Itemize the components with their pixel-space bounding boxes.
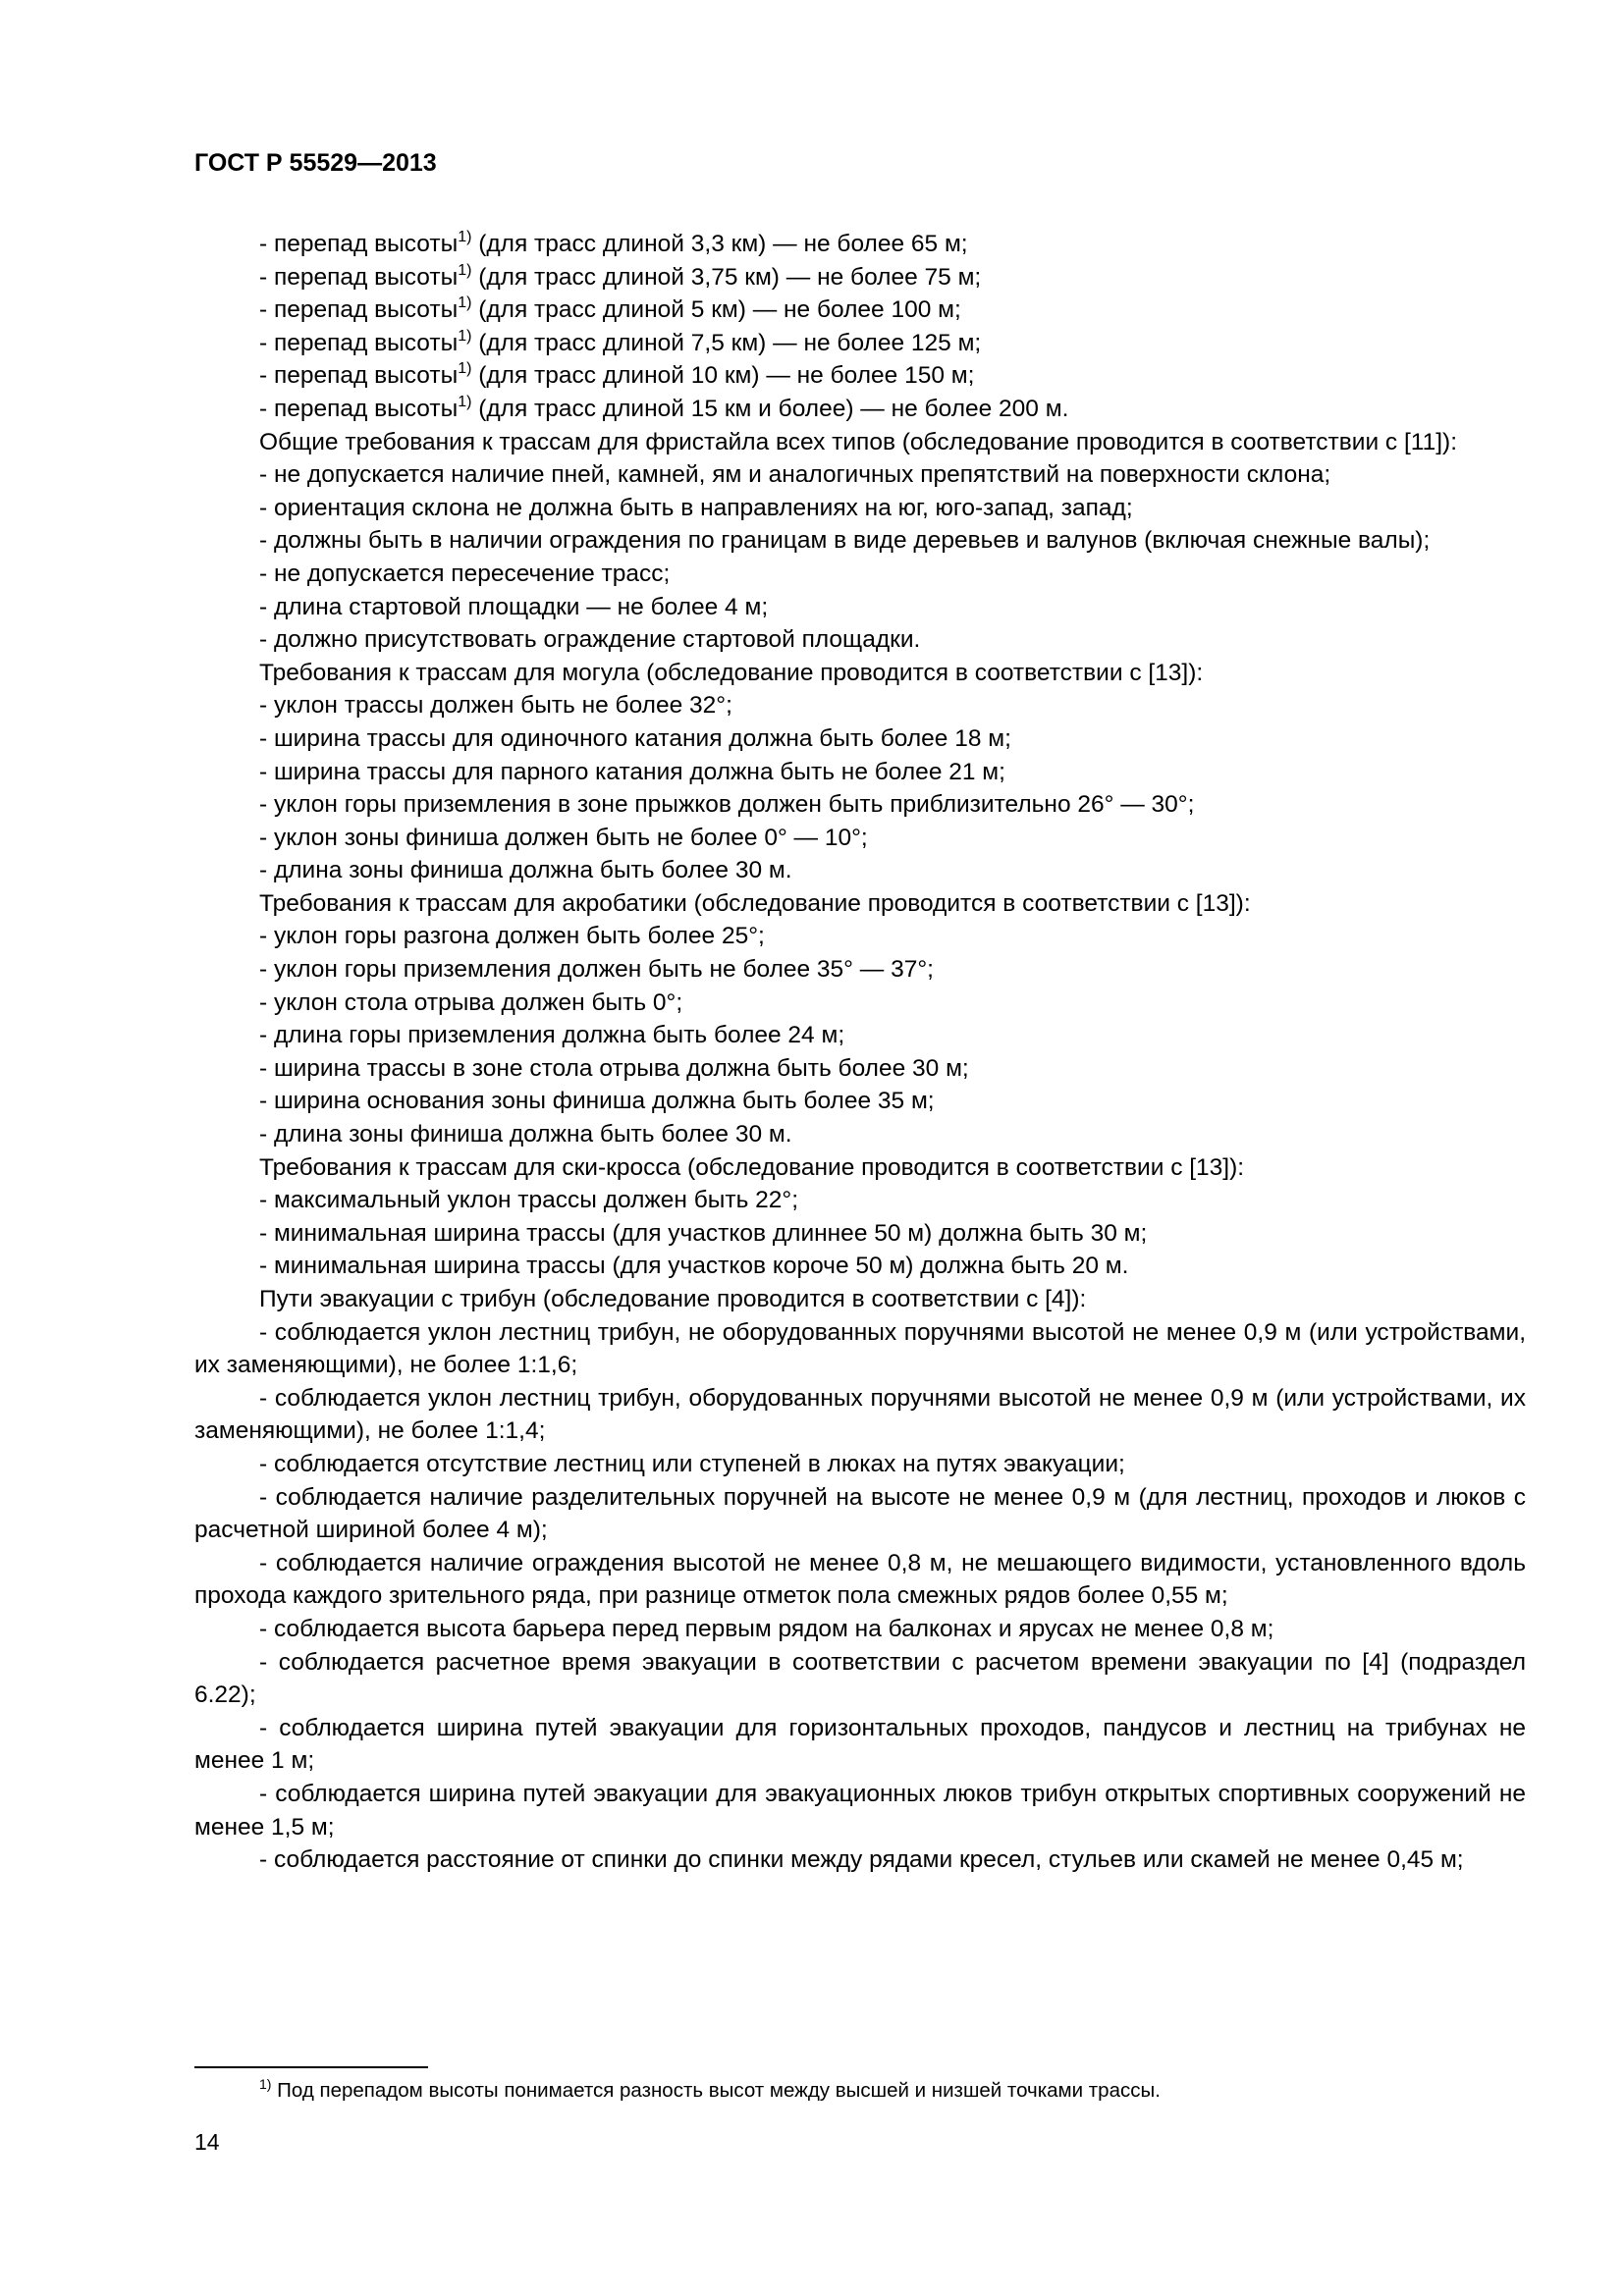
paragraph-text: - ориентация склона не должна быть в направлениях на юг, юго-запад, запад;: [259, 494, 1133, 521]
paragraph: [194, 1843, 1526, 1877]
paragraph-text: - уклон трассы должен быть не более 32°;: [259, 692, 732, 720]
footnote-ref: 1): [458, 294, 472, 312]
footnote-mark: 1): [259, 2076, 272, 2092]
paragraph: [194, 1217, 1526, 1251]
paragraph-text: - минимальная ширина трассы (для участков длиннее 50 м) должна быть 30 м;: [259, 1219, 1148, 1247]
paragraph-text: (для трасс длиной 5 км) — не более 100 м;: [471, 296, 961, 324]
paragraph: [194, 722, 1526, 756]
document-body: [194, 228, 1526, 1877]
paragraph: [194, 228, 1526, 261]
paragraph: [194, 1382, 1526, 1448]
paragraph: [194, 558, 1526, 591]
footnote-ref: 1): [458, 229, 472, 245]
paragraph-text: - минимальная ширина трассы (для участков короче 50 м) должна быть 20 м.: [259, 1253, 1129, 1280]
footnote-ref: 1): [458, 360, 472, 378]
paragraph: [194, 458, 1526, 492]
paragraph-text: - перепад высоты: [259, 362, 459, 390]
paragraph: [194, 887, 1526, 921]
paragraph-text: - ширина трассы в зоне стола отрыва должна быть более 30 м;: [259, 1054, 969, 1082]
paragraph-text: - соблюдается уклон лестниц трибун, оборудованных поручнями высотой не менее 0,9 м (или устройствами, их заменяющими), не более 1:1,4;: [194, 1384, 1526, 1445]
paragraph: [194, 689, 1526, 722]
paragraph-text: - соблюдается ширина путей эвакуации для горизонтальных проходов, пандусов и лестниц на трибунах не менее 1 м;: [194, 1714, 1526, 1775]
paragraph-text: - соблюдается уклон лестниц трибун, не оборудованных поручнями высотой не менее 0,9 м (или устройствами, их заменяющими), не более 1:1,6;: [194, 1318, 1526, 1379]
paragraph: [194, 920, 1526, 953]
paragraph: [194, 1481, 1526, 1547]
paragraph-text: - ширина основания зоны финиша должна быть более 35 м;: [259, 1088, 935, 1115]
paragraph-text: - должно присутствовать ограждение стартовой площадки.: [259, 626, 921, 654]
paragraph: [194, 953, 1526, 987]
paragraph-text: (для трасс длиной 15 км и более) — не более 200 м.: [471, 395, 1069, 422]
paragraph: [194, 1712, 1526, 1778]
paragraph: [194, 1646, 1526, 1712]
paragraph-text: Общие требования к трассам для фристайла всех типов (обследование проводится в соответствии с [11]):: [259, 428, 1457, 455]
paragraph: [194, 788, 1526, 822]
paragraph-text: - уклон стола отрыва должен быть 0°;: [259, 988, 683, 1016]
paragraph-text: Требования к трассам для могула (обследование проводится в соответствии с [13]):: [259, 659, 1204, 686]
paragraph: [194, 1085, 1526, 1118]
paragraph-text: - длина зоны финиша должна быть более 30 м.: [259, 857, 792, 884]
footnote-ref: 1): [458, 261, 472, 279]
paragraph: [194, 1118, 1526, 1151]
paragraph-text: Требования к трассам для акробатики (обследование проводится в соответствии с [13]):: [259, 889, 1251, 917]
paragraph-text: (для трасс длиной 3,75 км) — не более 75 м;: [471, 263, 982, 291]
paragraph-text: - соблюдается высота барьера перед первым рядом на балконах и ярусах не менее 0,8 м;: [259, 1615, 1274, 1642]
paragraph: [194, 261, 1526, 294]
paragraph-text: - соблюдается наличие ограждения высотой не менее 0,8 м, не мешающего видимости, установленного вдоль прохода каждого зрительного ряда, при разнице отметок пола смежных рядов более 0,55 м;: [194, 1549, 1526, 1610]
paragraph: [194, 987, 1526, 1020]
paragraph: [194, 393, 1526, 426]
paragraph-text: - длина горы приземления должна быть более 24 м;: [259, 1022, 845, 1049]
paragraph: [194, 854, 1526, 887]
paragraph: [194, 1547, 1526, 1613]
paragraph: [194, 359, 1526, 393]
paragraph-text: - уклон горы приземления должен быть не более 35° — 37°;: [259, 956, 934, 984]
paragraph-text: - соблюдается наличие разделительных поручней на высоте не менее 0,9 м (для лестниц, проходов и люков с расчетной шириной более 4 м);: [194, 1483, 1526, 1544]
paragraph-text: - соблюдается ширина путей эвакуации для эвакуационных люков трибун открытых спортивных сооружений не менее 1,5 м;: [194, 1780, 1526, 1841]
paragraph: [194, 1316, 1526, 1382]
page-number: 14: [194, 2129, 220, 2155]
paragraph: [194, 1184, 1526, 1217]
paragraph: [194, 1613, 1526, 1646]
paragraph-text: - уклон горы приземления в зоне прыжков должен быть приблизительно 26° — 30°;: [259, 791, 1195, 819]
paragraph: [194, 1778, 1526, 1843]
paragraph: [194, 1151, 1526, 1185]
paragraph-text: - уклон горы разгона должен быть более 25°;: [259, 923, 765, 950]
footnote-separator: [194, 2066, 428, 2068]
paragraph-text: (для трасс длиной 3,3 км) — не более 65 м;: [471, 231, 968, 257]
paragraph-text: Требования к трассам для ски-кросса (обследование проводится в соответствии с [13]):: [259, 1153, 1245, 1181]
paragraph-text: - не допускается наличие пней, камней, ям и аналогичных препятствий на поверхности склона;: [259, 461, 1331, 489]
paragraph: [194, 1283, 1526, 1316]
paragraph-text: - не допускается пересечение трасс;: [259, 560, 671, 587]
paragraph-text: - перепад высоты: [259, 296, 459, 324]
paragraph: [194, 822, 1526, 855]
paragraph-text: - уклон зоны финиша должен быть не более 0° — 10°;: [259, 824, 868, 851]
paragraph-text: - ширина трассы для парного катания должна быть не более 21 м;: [259, 758, 1005, 785]
paragraph: [194, 426, 1526, 459]
paragraph-text: (для трасс длиной 10 км) — не более 150 м;: [471, 362, 975, 390]
paragraph: [194, 294, 1526, 327]
paragraph-text: - соблюдается расстояние от спинки до спинки между рядами кресел, стульев или скамей не менее 0,45 м;: [259, 1846, 1464, 1874]
paragraph: [194, 756, 1526, 789]
footnote-ref: 1): [458, 393, 472, 410]
footnote: [259, 2076, 1161, 2103]
document-header: ГОСТ Р 55529—2013: [194, 149, 437, 177]
paragraph: [194, 524, 1526, 558]
paragraph-text: Пути эвакуации с трибун (обследование проводится в соответствии с [4]):: [259, 1286, 1087, 1312]
footnote-text: Под перепадом высоты понимается разность высот между высшей и низшей точками трассы.: [271, 2079, 1161, 2102]
paragraph: [194, 492, 1526, 525]
paragraph: [194, 1019, 1526, 1052]
footnote-ref: 1): [458, 327, 472, 345]
paragraph-text: - перепад высоты: [259, 231, 459, 257]
paragraph: [194, 591, 1526, 624]
paragraph-text: - перепад высоты: [259, 329, 459, 356]
paragraph-text: - должны быть в наличии ограждения по границам в виде деревьев и валунов (включая снежные валы);: [259, 527, 1431, 555]
paragraph-text: - соблюдается расчетное время эвакуации в соответствии с расчетом времени эвакуации по [4] (подраздел 6.22);: [194, 1648, 1526, 1709]
paragraph: [194, 1448, 1526, 1481]
paragraph-text: - длина стартовой площадки — не более 4 м;: [259, 593, 769, 620]
paragraph-text: (для трасс длиной 7,5 км) — не более 125 м;: [471, 329, 982, 356]
paragraph-text: - перепад высоты: [259, 395, 459, 422]
paragraph-text: - ширина трассы для одиночного катания должна быть более 18 м;: [259, 724, 1011, 752]
paragraph: [194, 623, 1526, 657]
paragraph-text: - соблюдается отсутствие лестниц или ступеней в люках на путях эвакуации;: [259, 1450, 1125, 1477]
paragraph-text: - длина зоны финиша должна быть более 30 м.: [259, 1121, 792, 1148]
paragraph: [194, 1250, 1526, 1283]
paragraph: [194, 657, 1526, 690]
paragraph-text: - максимальный уклон трассы должен быть 22°;: [259, 1187, 799, 1214]
paragraph-text: - перепад высоты: [259, 263, 459, 291]
paragraph: [194, 1052, 1526, 1086]
paragraph: [194, 327, 1526, 360]
